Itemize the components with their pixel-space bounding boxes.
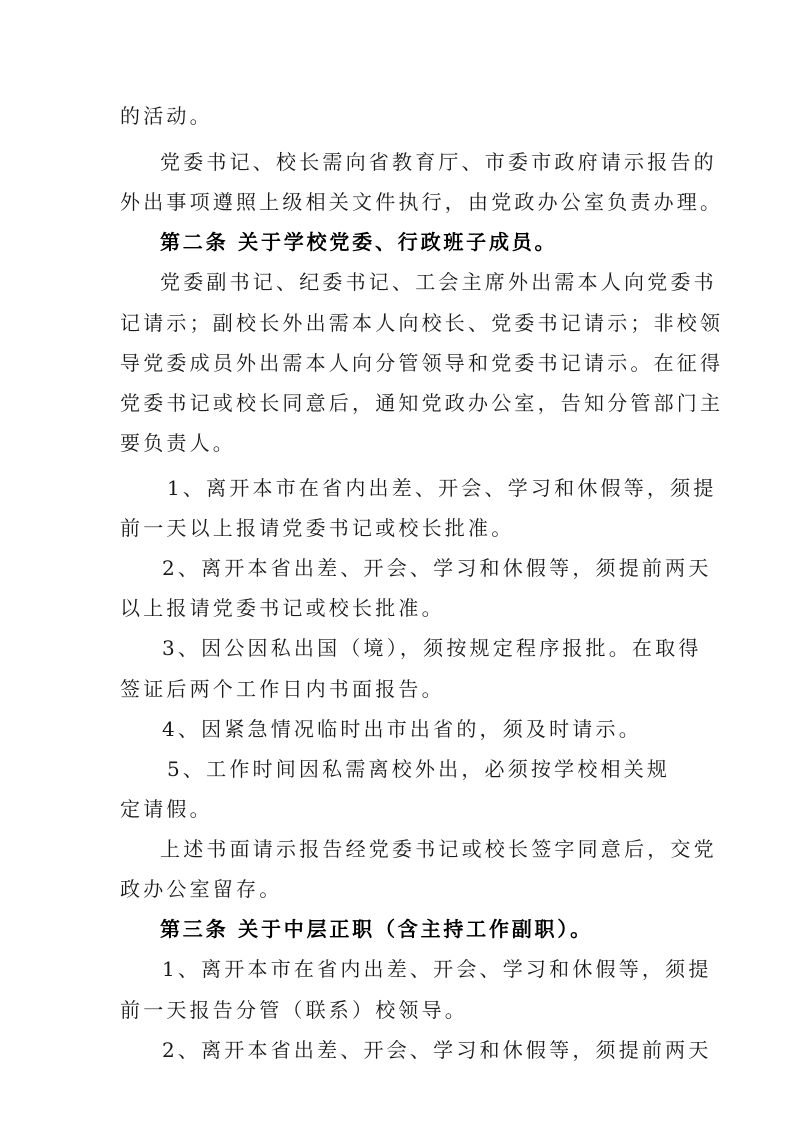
paragraph-line: 上述书面请示报告经党委书记或校长签字同意后，交党 [160, 837, 717, 861]
paragraph-line: 政办公室留存。 [120, 877, 283, 901]
paragraph-line: 外出事项遵照上级相关文件执行，由党政办公室负责办理。 [120, 190, 724, 214]
article-heading: 第三条 关于中层正职（含主持工作副职）。 [160, 917, 593, 941]
list-item-line: 2、离开本省出差、开会、学习和休假等，须提前两天 [162, 1038, 712, 1062]
list-item-line: 4、因紧急情况临时出市出省的，须及时请示。 [162, 717, 642, 741]
paragraph-line: 要负责人。 [120, 431, 236, 455]
paragraph-line: 的活动。 [120, 104, 213, 128]
paragraph-line: 党委书记或校长同意后，通知党政办公室，告知分管部门主 [120, 391, 724, 415]
list-item-line: 3、因公因私出国（境），须按规定程序报批。在取得 [162, 636, 702, 660]
list-item-line: 1、离开本市在省内出差、开会、学习和休假等，须提 [162, 957, 712, 981]
list-item-line: 5、工作时间因私需离校外出，必须按学校相关规 [167, 757, 671, 781]
list-item-line: 2、离开本省出差、开会、学习和休假等，须提前两天 [162, 556, 712, 580]
list-item-line: 前一天报告分管（联系）校领导。 [120, 998, 468, 1022]
paragraph-line: 记请示；副校长外出需本人向校长、党委书记请示；非校领 [120, 311, 724, 335]
paragraph-line: 党委副书记、纪委书记、工会主席外出需本人向党委书 [160, 270, 717, 294]
list-item-line: 签证后两个工作日内书面报告。 [120, 677, 445, 701]
paragraph-line: 党委书记、校长需向省教育厅、市委市政府请示报告的 [160, 150, 717, 174]
list-item-line: 定请假。 [120, 797, 213, 821]
list-item-line: 前一天以上报请党委书记或校长批准。 [120, 516, 515, 540]
article-heading: 第二条 关于学校党委、行政班子成员。 [160, 230, 558, 254]
list-item-line: 以上报请党委书记或校长批准。 [120, 596, 445, 620]
paragraph-line: 导党委成员外出需本人向分管领导和党委书记请示。在征得 [120, 351, 724, 375]
list-item-line: 1、离开本市在省内出差、开会、学习和休假等，须提 [167, 476, 717, 500]
